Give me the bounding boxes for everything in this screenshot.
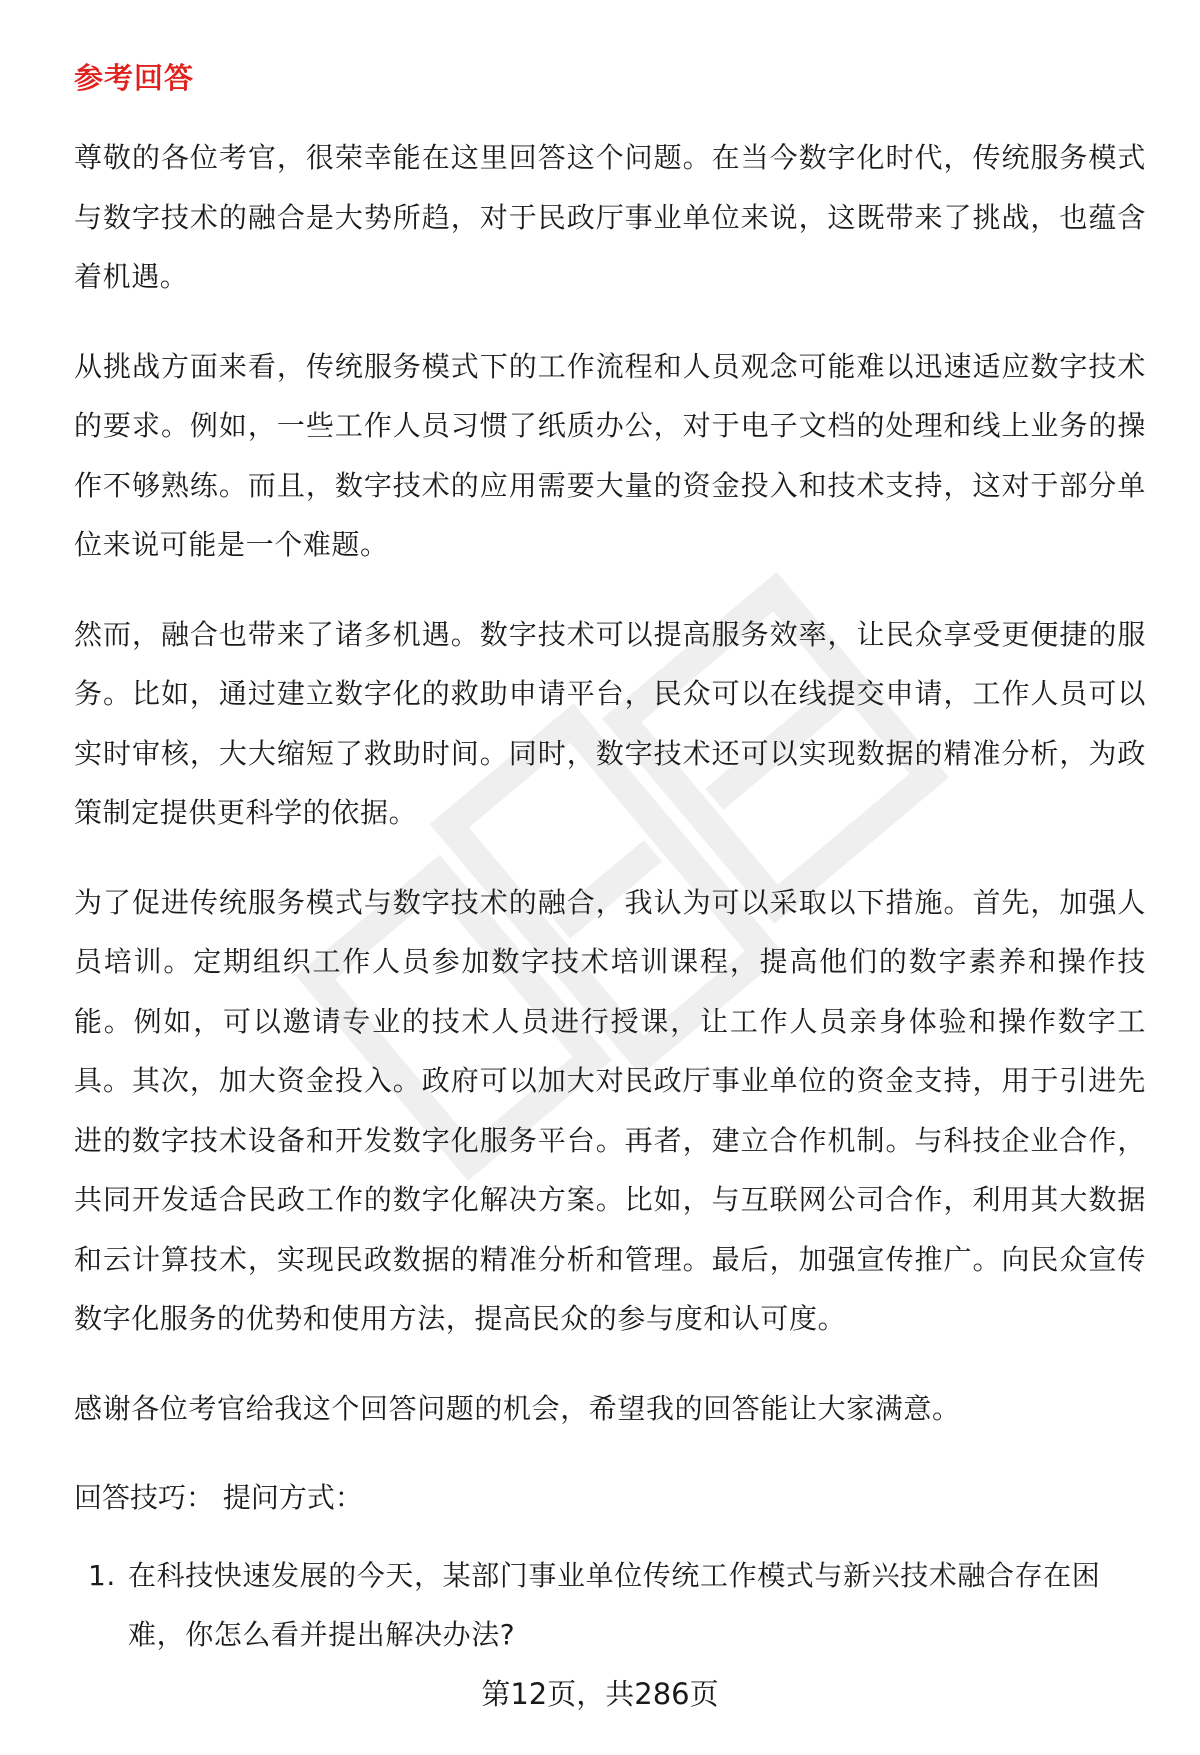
paragraph-opportunities: 然而，融合也带来了诸多机遇。数字技术可以提高服务效率，让民众享受更便捷的服务。比如，通过建立数字化的救助申请平台，民众可以在线提交申请，工作人员可以实时审核，大大缩短了救助时间。同时，数字技术还可以实现数据的精准分析，为政策制定提供更科学的依据。 (74, 617, 1146, 829)
section-title: 参考回答 (74, 61, 195, 95)
paragraph-closing: 感谢各位考官给我这个回答问题的机会，希望我的回答能让大家满意。 (74, 1391, 961, 1425)
list-item-number: 1. (88, 1558, 116, 1592)
paragraph-measures: 为了促进传统服务模式与数字技术的融合，我认为可以采取以下措施。首先，加强人员培训。定期组织工作人员参加数字技术培训课程，提高他们的数字素养和操作技能。例如，可以邀请专业的技术人员进行授课，让工作人员亲身体验和操作数字工具。其次，加大资金投入。政府可以加大对民政厅事业单位的资金支持，用于引进先进的数字技术设备和开发数字化服务平台。再者，建立合作机制。与科技企业合作，共同开发适合民政工作的数字化解决方案。比如，与互联网公司合作，利用其大数据和云计算技术，实现民政数据的精准分析和管理。最后，加强宣传推广。向民众宣传数字化服务的优势和使用方法，提高民众的参与度和认可度。 (74, 885, 1146, 1335)
answer-tips-label: 回答技巧： 提问方式： (74, 1481, 363, 1514)
question-list (74, 1546, 1146, 1665)
paragraph-intro: 尊敬的各位考官，很荣幸能在这里回答这个问题。在当今数字化时代，传统服务模式与数字技术的融合是大势所趋，对于民政厅事业单位来说，这既带来了挑战，也蕴含着机遇。 (74, 141, 1146, 293)
page-number-footer: 第12页，共286页 (481, 1677, 719, 1711)
list-item (74, 1546, 1146, 1665)
list-item-text: 在科技快速发展的今天，某部门事业单位传统工作模式与新兴技术融合存在困难，你怎么看并提出解决办法? (128, 1558, 1101, 1651)
paragraph-challenges: 从挑战方面来看，传统服务模式下的工作流程和人员观念可能难以迅速适应数字技术的要求。例如，一些工作人员习惯了纸质办公，对于电子文档的处理和线上业务的操作不够熟练。而且，数字技术的应用需要大量的资金投入和技术支持，这对于部分单位来说可能是一个难题。 (74, 349, 1146, 561)
content-body (74, 128, 1146, 1665)
